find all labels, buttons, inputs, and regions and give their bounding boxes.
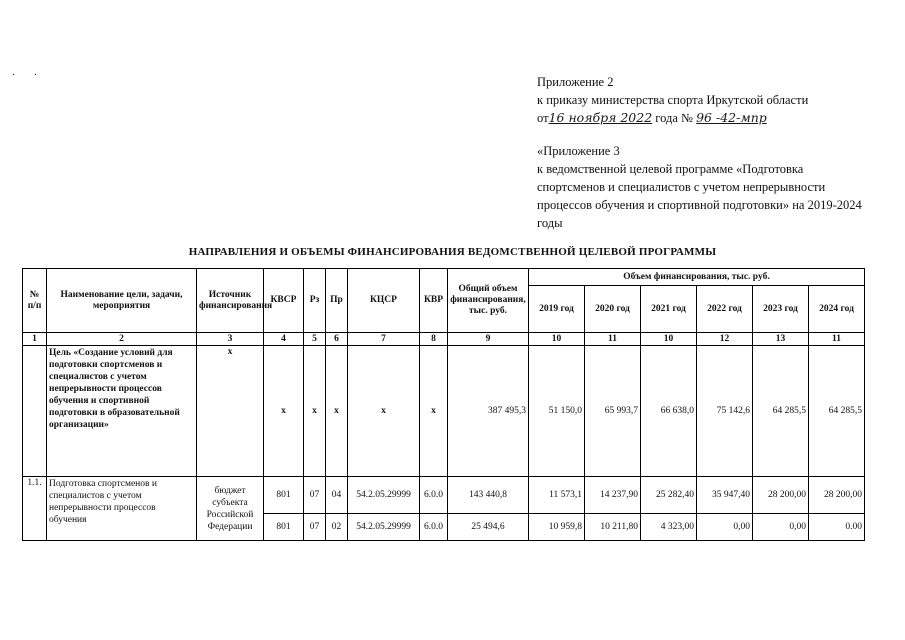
task-year-value: 28 200,00 bbox=[753, 477, 809, 514]
header-row-1 bbox=[23, 269, 865, 286]
appendix-line: Приложение 2 bbox=[537, 75, 614, 89]
task-kcsr: 54.2.05.29999 bbox=[348, 514, 420, 541]
header-year: 2019 год bbox=[529, 286, 585, 333]
task-kvr: 6.0.0 bbox=[420, 514, 448, 541]
header-year: 2023 год bbox=[753, 286, 809, 333]
task-total: 25 494,6 bbox=[448, 514, 529, 541]
order-line: к приказу министерства спорта Иркутской области bbox=[537, 93, 809, 107]
column-number: 3 bbox=[197, 333, 264, 346]
financing-table bbox=[22, 268, 865, 541]
appendix-header bbox=[537, 73, 867, 232]
column-number: 8 bbox=[420, 333, 448, 346]
task-row-line-1 bbox=[23, 477, 865, 514]
goal-row bbox=[23, 346, 865, 477]
task-rz: 07 bbox=[304, 477, 326, 514]
task-year-value: 0,00 bbox=[697, 514, 753, 541]
task-kvsr: 801 bbox=[264, 514, 304, 541]
header-year: 2022 год bbox=[697, 286, 753, 333]
goal-source: х bbox=[197, 346, 264, 477]
goal-num bbox=[23, 346, 47, 477]
column-number: 11 bbox=[809, 333, 865, 346]
task-year-value: 25 282,40 bbox=[641, 477, 697, 514]
column-number: 9 bbox=[448, 333, 529, 346]
header-total: Общий объем финансирования, тыс. руб. bbox=[448, 269, 529, 333]
column-number: 5 bbox=[304, 333, 326, 346]
task-kcsr: 54.2.05.29999 bbox=[348, 477, 420, 514]
column-number: 4 bbox=[264, 333, 304, 346]
header-num: № п/п bbox=[23, 269, 47, 333]
header-funding-group: Объем финансирования, тыс. руб. bbox=[529, 269, 865, 286]
program-text: к ведомственной целевой программе «Подготовка спортсменов и специалистов с учетом непрерывности процессов обучения и спортивной подготовки» на 2019-2024 годы bbox=[537, 162, 862, 230]
column-number-row bbox=[23, 333, 865, 346]
header-year: 2020 год bbox=[585, 286, 641, 333]
header-source: Источник финансирования bbox=[197, 269, 264, 333]
column-number: 10 bbox=[529, 333, 585, 346]
header-kvr: КВР bbox=[420, 269, 448, 333]
task-year-value: 0,00 bbox=[753, 514, 809, 541]
goal-rz: х bbox=[304, 346, 326, 477]
task-source: бюджет субъекта Российской Федерации bbox=[197, 477, 264, 541]
goal-kcsr: х bbox=[348, 346, 420, 477]
column-number: 2 bbox=[47, 333, 197, 346]
date-prefix: от bbox=[537, 111, 549, 125]
header-rz: Рз bbox=[304, 269, 326, 333]
column-number: 10 bbox=[641, 333, 697, 346]
column-number: 12 bbox=[697, 333, 753, 346]
column-number: 1 bbox=[23, 333, 47, 346]
goal-year-value: 65 993,7 bbox=[585, 346, 641, 477]
scan-specks: · · bbox=[12, 70, 46, 81]
column-number: 7 bbox=[348, 333, 420, 346]
task-pr: 04 bbox=[326, 477, 348, 514]
task-year-value: 10 959,8 bbox=[529, 514, 585, 541]
header-kcsr: КЦСР bbox=[348, 269, 420, 333]
task-year-value: 10 211,80 bbox=[585, 514, 641, 541]
document-title: НАПРАВЛЕНИЯ И ОБЪЕМЫ ФИНАНСИРОВАНИЯ ВЕДОМСТВЕННОЙ ЦЕЛЕВОЙ ПРОГРАММЫ bbox=[188, 246, 717, 258]
header-pr: Пр bbox=[326, 269, 348, 333]
goal-year-value: 64 285,5 bbox=[753, 346, 809, 477]
date-suffix: года № bbox=[652, 111, 697, 125]
sub-appendix-line: «Приложение 3 bbox=[537, 144, 620, 158]
header-kvsr: КВСР bbox=[264, 269, 304, 333]
task-year-value: 28 200,00 bbox=[809, 477, 865, 514]
goal-name: Цель «Создание условий для подготовки спортсменов и специалистов с учетом непрерывности процессов обучения и спортивной подготовки в образовательной организации» bbox=[47, 346, 197, 477]
task-year-value: 14 237,90 bbox=[585, 477, 641, 514]
goal-year-value: 66 638,0 bbox=[641, 346, 697, 477]
goal-pr: х bbox=[326, 346, 348, 477]
order-date-line bbox=[537, 109, 867, 127]
header-year: 2024 год bbox=[809, 286, 865, 333]
column-number: 6 bbox=[326, 333, 348, 346]
task-kvsr: 801 bbox=[264, 477, 304, 514]
goal-kvr: х bbox=[420, 346, 448, 477]
goal-year-value: 51 150,0 bbox=[529, 346, 585, 477]
goal-year-value: 75 142,6 bbox=[697, 346, 753, 477]
task-num: 1.1. bbox=[23, 477, 47, 541]
task-year-value: 0.00 bbox=[809, 514, 865, 541]
handwritten-date: 16 ноября 2022 bbox=[548, 110, 653, 125]
column-number: 11 bbox=[585, 333, 641, 346]
goal-kvsr: х bbox=[264, 346, 304, 477]
task-rz: 07 bbox=[304, 514, 326, 541]
task-pr: 02 bbox=[326, 514, 348, 541]
task-total: 143 440,8 bbox=[448, 477, 529, 514]
goal-total: 387 495,3 bbox=[448, 346, 529, 477]
header-name: Наименование цели, задачи, мероприятия bbox=[47, 269, 197, 333]
handwritten-order-number: 96 -42-мпр bbox=[696, 110, 767, 125]
task-name: Подготовка спортсменов и специалистов с учетом непрерывности процессов обучения bbox=[47, 477, 197, 541]
task-kvr: 6.0.0 bbox=[420, 477, 448, 514]
header-year: 2021 год bbox=[641, 286, 697, 333]
column-number: 13 bbox=[753, 333, 809, 346]
task-year-value: 11 573,1 bbox=[529, 477, 585, 514]
task-year-value: 4 323,00 bbox=[641, 514, 697, 541]
goal-year-value: 64 285,5 bbox=[809, 346, 865, 477]
task-year-value: 35 947,40 bbox=[697, 477, 753, 514]
